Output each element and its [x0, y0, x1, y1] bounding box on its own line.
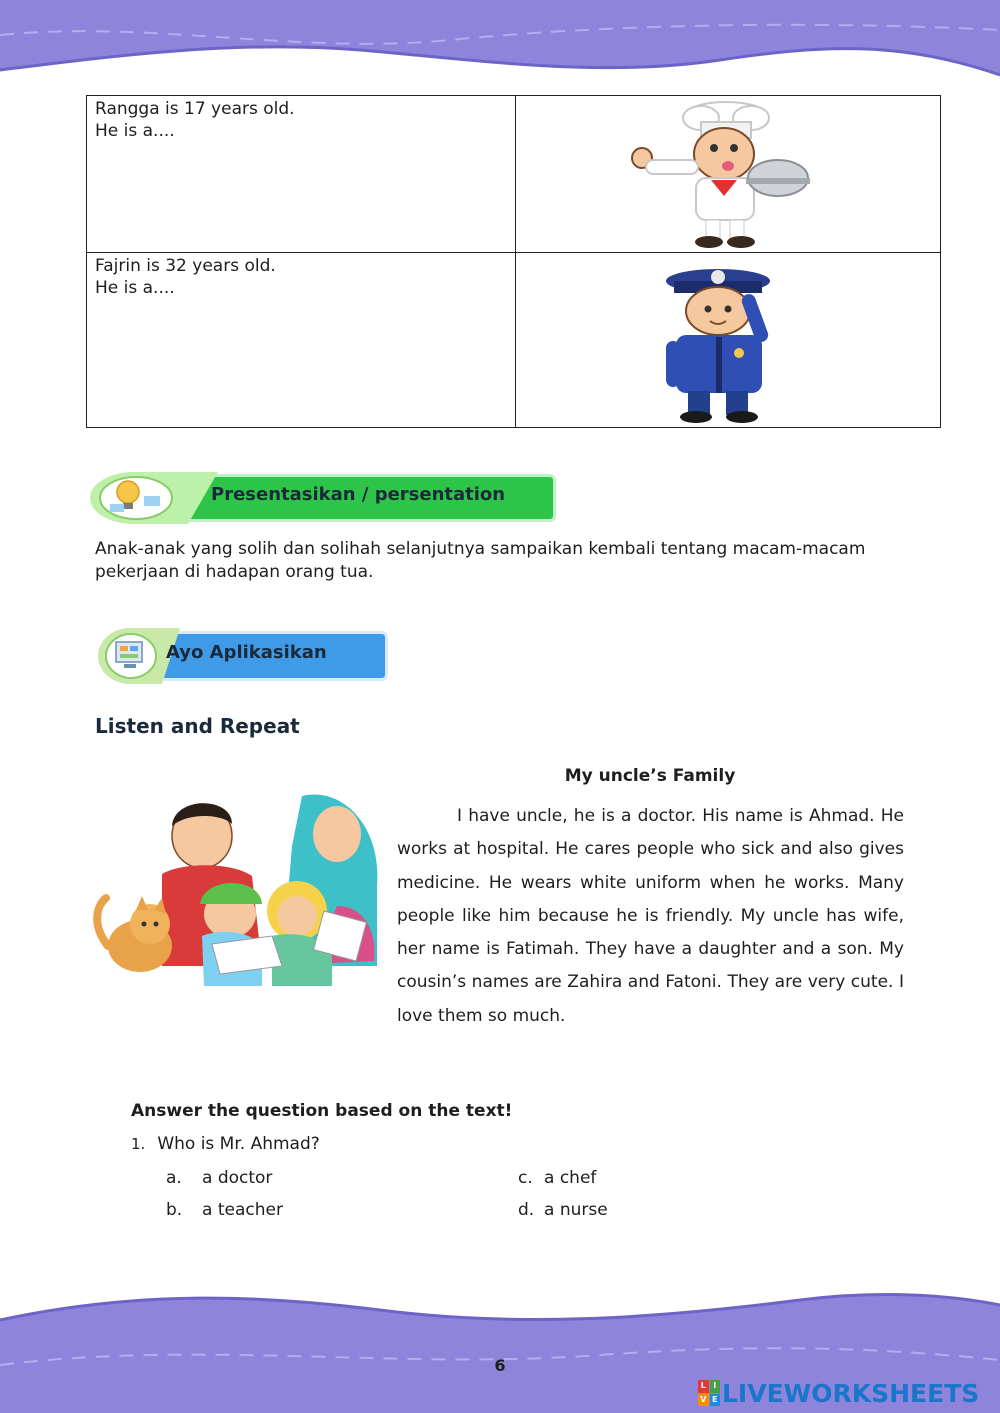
table-cell-image	[516, 96, 940, 252]
question-1	[131, 1134, 320, 1154]
presentation-banner	[88, 470, 558, 526]
question-text: Who is Mr. Ahmad?	[157, 1134, 320, 1154]
chef-icon	[516, 96, 940, 252]
answer-option-b[interactable]	[166, 1200, 283, 1220]
top-wave-decoration	[0, 0, 1000, 90]
police-officer-icon	[516, 253, 940, 428]
table-cell-text	[87, 253, 516, 427]
option-text: a chef	[544, 1168, 597, 1188]
option-text: a teacher	[202, 1200, 283, 1220]
presentation-paragraph: Anak-anak yang solih dan solihah selanjutnya sampaikan kembali tentang macam-macam pekerjaan di hadapan orang tua.	[95, 539, 866, 582]
logo-letter: V	[698, 1394, 709, 1407]
option-letter: a.	[166, 1168, 182, 1188]
family-illustration-icon	[92, 786, 382, 996]
logo-letter: I	[710, 1380, 721, 1393]
apply-banner	[96, 626, 392, 686]
story-title: My uncle’s Family	[564, 766, 736, 786]
logo-letter: L	[698, 1380, 709, 1393]
table-cell-image	[516, 253, 940, 427]
lightbulb-icon	[88, 470, 228, 526]
answer-option-d[interactable]	[518, 1200, 608, 1220]
answer-option-c[interactable]	[518, 1168, 596, 1188]
question-number: 1.	[131, 1135, 146, 1153]
liveworksheets-brand: LIVEWORKSHEETS	[722, 1378, 980, 1408]
table-row	[87, 252, 940, 427]
row-line: Fajrin is 32 years old.	[95, 256, 276, 276]
row-line: He is a....	[95, 278, 175, 298]
row-line: Rangga is 17 years old.	[95, 99, 295, 119]
page-number: 6	[494, 1356, 506, 1375]
liveworksheets-logo-icon	[698, 1380, 720, 1406]
story-paragraph: I have uncle, he is a doctor. His name is Ahmad. He works at hospital. He cares people who sick and also gives medicine. He wears white uniform when he works. Many people like him because he is friendly. My uncle has wife, her name is Fatimah. They have a daughter and a son. My cousin’s names are Zahira and Fatoni. They are very cute. I love them so much.	[397, 806, 904, 1026]
answer-option-a[interactable]	[166, 1168, 272, 1188]
option-letter: d.	[518, 1200, 535, 1220]
liveworksheets-logo	[698, 1378, 979, 1408]
option-letter: b.	[166, 1200, 183, 1220]
option-text: a nurse	[544, 1200, 608, 1220]
jobs-table	[86, 95, 941, 428]
listen-heading: Listen and Repeat	[95, 714, 300, 738]
option-text: a doctor	[202, 1168, 273, 1188]
presentation-banner-label: Presentasikan / persentation	[211, 484, 506, 505]
option-letter: c.	[518, 1168, 533, 1188]
row-line: He is a....	[95, 121, 175, 141]
table-row	[87, 96, 940, 252]
apply-banner-label: Ayo Aplikasikan	[166, 642, 327, 663]
table-cell-text	[87, 96, 516, 252]
logo-letter: E	[710, 1394, 721, 1407]
question-instructions: Answer the question based on the text!	[131, 1101, 513, 1121]
